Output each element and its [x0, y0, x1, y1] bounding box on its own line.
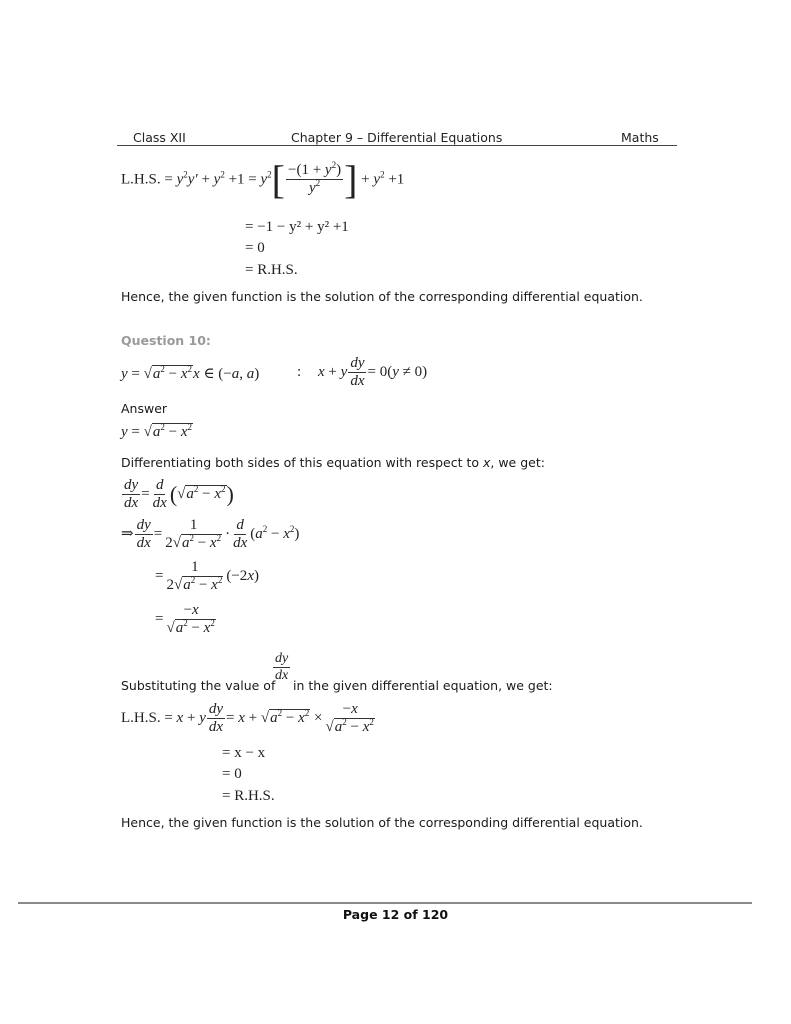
conclusion-text: Hence, the given function is the solution of the corresponding differential equation. [121, 815, 643, 830]
conclusion-text: Hence, the given function is the solution of the corresponding differential equation. [121, 289, 643, 304]
question-equation: x + y $\frac{dy}{dx}$ = 0(y ≠ 0) [318, 355, 428, 389]
derivative-step-1: $\frac{dy}{dx}$ = $\frac{d}{dx}$ $(√a^2 - x^2)$ [124, 477, 234, 511]
equation-step: = 0 [245, 240, 265, 256]
header-chapter: Chapter 9 – Differential Equations [291, 130, 503, 145]
differentiation-intro: Differentiating both sides of this equation with respect to x, we get: [121, 455, 545, 470]
footer-divider [18, 902, 752, 904]
header-divider [117, 145, 677, 146]
verification-step: = 0 [222, 766, 242, 782]
verification-step: = x − x [222, 745, 266, 761]
question-label: Question 10: [121, 333, 211, 348]
dy-dx-inline-fraction: $\frac{dy}{dx}$ [275, 651, 289, 683]
equation-step: = −1 − y² + y² +1 [245, 219, 349, 235]
equation-step: = R.H.S. [245, 262, 298, 278]
question-function: $y = √a^2 - x^2x$ ∈ (−a, a) [121, 364, 260, 382]
header-subject: Maths [621, 130, 659, 145]
answer-given: $y = √a^2 - x^2$ [121, 422, 193, 440]
equation-lhs-line1: L.H.S. = $y^2y' + y^2 +1 = y^2$[ $\frac{-(1 + y^2)}{y^2}$ ] + $y^2 +1$ [121, 157, 405, 202]
substitution-intro-end: in the given differential equation, we get: [293, 678, 553, 693]
answer-label: Answer [121, 401, 168, 416]
question-separator: : [297, 364, 302, 380]
verification-step: = R.H.S. [222, 788, 275, 804]
derivative-step-4: = $\frac{-x}{√a^2 - x^2}$ [155, 602, 215, 636]
derivative-step-3: = $\frac{1}{2√a^2 - x^2}$ (−2x) [155, 559, 259, 593]
page-number: Page 12 of 120 [342, 907, 449, 922]
header-class: Class XII [133, 130, 186, 145]
verification-lhs-line1: L.H.S. = x + y $\frac{dy}{dx}$ = $x + √a^2 - x^2$ × $\frac{-x}{√a^2 - x^2}$ [121, 701, 374, 735]
derivative-step-2: ⇒ $\frac{dy}{dx}$ = $\frac{1}{2√a^2 - x^2}$ · $\frac{d}{dx}$ $(a^2 - x^2)$ [121, 517, 300, 551]
substitution-intro: Substituting the value of [121, 678, 276, 693]
